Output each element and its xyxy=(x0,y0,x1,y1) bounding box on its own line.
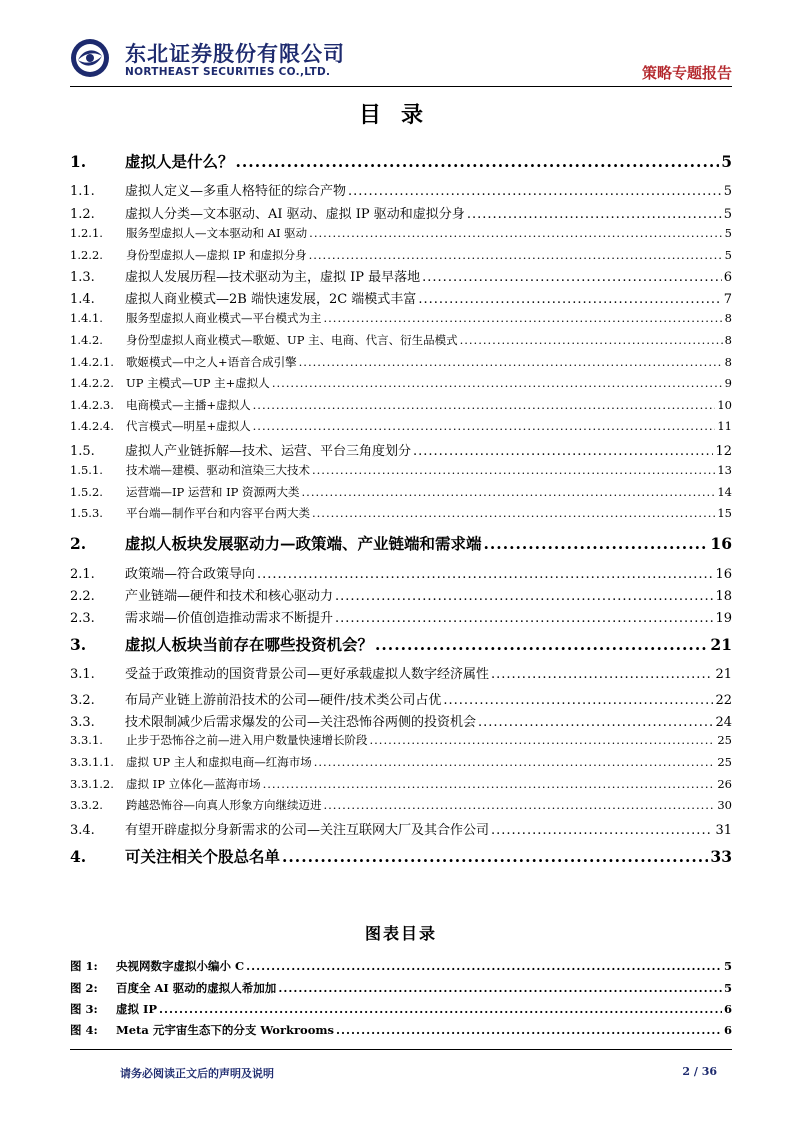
toc-entry[interactable] xyxy=(70,247,732,263)
toc-entry-title: 虚拟人板块当前存在哪些投资机会？ xyxy=(125,635,374,654)
toc-entry-page: 24 xyxy=(715,715,732,730)
header-divider xyxy=(70,86,732,87)
toc-leader-dots xyxy=(467,207,722,222)
page-title: 目录 xyxy=(358,102,443,128)
toc-entry-number: 1.1. xyxy=(70,184,95,199)
toc-leader-dots xyxy=(312,506,715,520)
toc-entry[interactable] xyxy=(70,462,732,478)
toc-entry[interactable] xyxy=(70,440,732,459)
toc-entry[interactable] xyxy=(70,354,732,370)
toc-entry[interactable] xyxy=(70,585,732,604)
figure-entry-title: 百度全 AI 驱动的虚拟人希加加 xyxy=(116,981,277,995)
toc-leader-dots xyxy=(491,823,713,838)
toc-entry-number: 3.2. xyxy=(70,693,95,708)
figure-entry[interactable] xyxy=(70,1001,732,1017)
toc-entry-page: 8 xyxy=(724,333,732,347)
toc-entry-number: 1.2. xyxy=(70,207,95,222)
toc-entry[interactable] xyxy=(70,266,732,285)
footer-divider xyxy=(70,1049,732,1050)
toc-entry-number: 1.5.3. xyxy=(70,506,103,520)
toc-entry-number: 3.3.1. xyxy=(70,733,103,747)
toc-leader-dots xyxy=(309,226,723,240)
toc-entry-page: 18 xyxy=(715,589,732,604)
company-name-en: NORTHEAST SECURITIES CO.,LTD. xyxy=(125,66,331,78)
toc-entry-page: 11 xyxy=(717,419,732,433)
toc-entry-number: 1.5. xyxy=(70,444,95,459)
toc-entry[interactable] xyxy=(70,310,732,326)
toc-entry-page: 5 xyxy=(723,207,732,222)
toc-entry-page: 33 xyxy=(710,847,732,866)
toc-leader-dots xyxy=(491,667,713,682)
toc-entry[interactable] xyxy=(70,180,732,199)
toc-entry-page: 5 xyxy=(721,152,732,171)
toc-entry-page: 26 xyxy=(717,777,732,791)
toc-entry-page: 22 xyxy=(715,693,732,708)
toc-entry-page: 21 xyxy=(710,635,732,654)
figure-entry-title: 虚拟 IP xyxy=(116,1002,158,1016)
toc-entry-title: 身份型虚拟人商业模式—歌姬、UP 主、电商、代言、衍生品模式 xyxy=(126,333,458,347)
toc-entry[interactable] xyxy=(70,633,732,655)
toc-leader-dots xyxy=(263,777,716,791)
toc-leader-dots xyxy=(478,715,713,730)
toc-entry-number: 3.1. xyxy=(70,667,95,682)
toc-entry-number: 4. xyxy=(70,847,87,866)
toc-entry-title: 电商模式—主播+虚拟人 xyxy=(126,398,251,412)
toc-entry[interactable] xyxy=(70,375,732,391)
toc-entry-page: 16 xyxy=(715,567,732,582)
toc-entry-number: 2.1. xyxy=(70,567,95,582)
footer-note: 请务必阅读正文后的声明及说明 xyxy=(120,1067,274,1080)
toc-entry[interactable] xyxy=(70,397,732,413)
toc-entry[interactable] xyxy=(70,819,732,838)
toc-entry-number: 3.3.2. xyxy=(70,798,103,812)
toc-entry-title: 虚拟人商业模式—2B 端快速发展，2C 端模式丰富 xyxy=(125,292,417,307)
toc-leader-dots xyxy=(272,376,723,390)
toc-entry-page: 8 xyxy=(724,311,732,325)
toc-entry[interactable] xyxy=(70,203,732,222)
toc-entry[interactable] xyxy=(70,418,732,434)
figure-entry-page: 6 xyxy=(723,1002,732,1016)
toc-entry-title: 歌姬模式—中之人+语音合成引擎 xyxy=(126,355,297,369)
figure-leader-dots xyxy=(278,981,722,995)
toc-leader-dots xyxy=(443,693,713,708)
toc-entry-page: 9 xyxy=(724,376,732,390)
toc-leader-dots xyxy=(422,270,722,285)
toc-entry-page: 31 xyxy=(715,823,732,838)
toc-leader-dots xyxy=(309,248,723,262)
company-name-cn: 东北证券股份有限公司 xyxy=(125,42,345,66)
toc-entry-page: 25 xyxy=(717,755,732,769)
figure-entry-number: 图 4: xyxy=(70,1023,98,1037)
toc-entry[interactable] xyxy=(70,845,732,867)
figure-entry-page: 5 xyxy=(723,981,732,995)
figure-entry-page: 5 xyxy=(723,959,732,973)
figure-entry-number: 图 1: xyxy=(70,959,98,973)
toc-entry-title: 跨越恐怖谷—向真人形象方向继续迈进 xyxy=(126,798,322,812)
toc-entry-page: 15 xyxy=(717,506,732,520)
toc-entry-number: 1.4.2.1. xyxy=(70,355,114,369)
toc-entry-title: 身份型虚拟人—虚拟 IP 和虚拟分身 xyxy=(126,248,307,262)
toc-entry-title: 服务型虚拟人—文本驱动和 AI 驱动 xyxy=(126,226,308,240)
toc-entry-number: 3.3.1.1. xyxy=(70,755,114,769)
toc-entry[interactable] xyxy=(70,484,732,500)
toc-entry[interactable] xyxy=(70,332,732,348)
toc-entry[interactable] xyxy=(70,532,732,554)
toc-entry-page: 5 xyxy=(724,248,732,262)
toc-leader-dots xyxy=(302,485,716,499)
page-header xyxy=(0,0,802,95)
figure-entry-title: Meta 元宇宙生态下的分支 Workrooms xyxy=(116,1023,335,1037)
toc-leader-dots xyxy=(348,184,722,199)
toc-entry-title: 受益于政策推动的国资背景公司—更好承载虚拟人数字经济属性 xyxy=(125,667,490,682)
toc-entry[interactable] xyxy=(70,732,732,748)
toc-entry-page: 16 xyxy=(710,534,732,553)
toc-entry[interactable] xyxy=(70,797,732,813)
report-type: 策略专题报告 xyxy=(641,64,732,82)
toc-entry-number: 1. xyxy=(70,152,87,171)
toc-entry-title: 政策端—符合政策导向 xyxy=(125,567,256,582)
toc-entry-title: 平台端—制作平台和内容平台两大类 xyxy=(126,506,310,520)
toc-entry-title: 可关注相关个股总名单 xyxy=(125,847,281,866)
toc-leader-dots xyxy=(324,311,723,325)
figure-entry-number: 图 2: xyxy=(70,981,98,995)
toc-entry-title: 虚拟人定义—多重人格特征的综合产物 xyxy=(125,184,347,199)
toc-entry-title: 运营端—IP 运营和 IP 资源两大类 xyxy=(126,485,300,499)
toc-leader-dots xyxy=(253,419,716,433)
toc-entry-number: 1.2.1. xyxy=(70,226,103,240)
toc-leader-dots xyxy=(299,355,723,369)
toc-entry-title: 虚拟 IP 立体化—蓝海市场 xyxy=(126,777,261,791)
toc-leader-dots xyxy=(282,847,708,866)
toc-entry-number: 1.4.2. xyxy=(70,333,103,347)
toc-leader-dots xyxy=(484,534,709,553)
toc-leader-dots xyxy=(324,798,716,812)
toc-entry[interactable] xyxy=(70,505,732,521)
toc-entry-number: 1.4.1. xyxy=(70,311,103,325)
toc-entry-title: 虚拟人板块发展驱动力—政策端、产业链端和需求端 xyxy=(125,534,482,553)
toc-entry[interactable] xyxy=(70,754,732,770)
figure-entry-page: 6 xyxy=(723,1023,732,1037)
toc-entry[interactable] xyxy=(70,563,732,582)
toc-leader-dots xyxy=(257,567,713,582)
figure-entry[interactable] xyxy=(70,1022,732,1038)
figure-entry[interactable] xyxy=(70,958,732,974)
toc-entry[interactable] xyxy=(70,663,732,682)
toc-entry-page: 19 xyxy=(715,611,732,626)
toc-entry-page: 5 xyxy=(724,226,732,240)
toc-entry-number: 2.3. xyxy=(70,611,95,626)
toc-leader-dots xyxy=(312,463,715,477)
toc-entry-title: 技术端—建模、驱动和渲染三大技术 xyxy=(126,463,310,477)
toc-entry-number: 1.4. xyxy=(70,292,95,307)
toc-entry-title: 虚拟人是什么？ xyxy=(125,152,234,171)
toc-entry-page: 10 xyxy=(717,398,732,412)
toc-entry-number: 1.4.2.2. xyxy=(70,376,114,390)
toc-entry-number: 2.2. xyxy=(70,589,95,604)
toc-entry-number: 1.4.2.4. xyxy=(70,419,114,433)
toc-entry-page: 21 xyxy=(715,667,732,682)
toc-entry-title: 虚拟人发展历程—技术驱动为主，虚拟 IP 最早落地 xyxy=(125,270,421,285)
figure-entry-title: 央视网数字虚拟小编小 C xyxy=(116,959,245,973)
toc-entry-title: 虚拟 UP 主人和虚拟电商—红海市场 xyxy=(126,755,312,769)
toc-leader-dots xyxy=(460,333,723,347)
toc-entry[interactable] xyxy=(70,288,732,307)
toc-leader-dots xyxy=(335,611,713,626)
toc-entry[interactable] xyxy=(70,776,732,792)
toc-entry-title: 产业链端—硬件和技术和核心驱动力 xyxy=(125,589,334,604)
toc-entry-number: 3.4. xyxy=(70,823,95,838)
toc-leader-dots xyxy=(253,398,716,412)
toc-entry-page: 13 xyxy=(717,463,732,477)
toc-entry-number: 1.3. xyxy=(70,270,95,285)
toc-entry[interactable] xyxy=(70,711,732,730)
toc-entry-title: 技术限制减少后需求爆发的公司—关注恐怖谷两侧的投资机会 xyxy=(125,715,477,730)
toc-entry-page: 7 xyxy=(723,292,732,307)
toc-leader-dots xyxy=(370,733,716,747)
toc-leader-dots xyxy=(314,755,716,769)
toc-entry-page: 5 xyxy=(723,184,732,199)
toc-entry-number: 3.3.1.2. xyxy=(70,777,114,791)
toc-leader-dots xyxy=(413,444,713,459)
toc-entry-title: 虚拟人产业链拆解—技术、运营、平台三角度划分 xyxy=(125,444,412,459)
toc-entry-title: 虚拟人分类—文本驱动、AI 驱动、虚拟 IP 驱动和虚拟分身 xyxy=(125,207,465,222)
toc-entry-title: UP 主模式—UP 主+虚拟人 xyxy=(126,376,270,390)
toc-leader-dots xyxy=(236,152,720,171)
toc-entry-number: 3. xyxy=(70,635,87,654)
toc-entry-number: 1.4.2.3. xyxy=(70,398,114,412)
figure-leader-dots xyxy=(336,1023,722,1037)
toc-entry[interactable] xyxy=(70,607,732,626)
toc-leader-dots xyxy=(418,292,721,307)
toc-entry-title: 布局产业链上游前沿技术的公司—硬件/技术类公司占优 xyxy=(125,693,442,708)
toc-entry-number: 2. xyxy=(70,534,87,553)
figure-leader-dots xyxy=(246,959,722,973)
toc-entry-page: 30 xyxy=(717,798,732,812)
footer-page-number: 2 / 36 xyxy=(682,1065,717,1078)
figure-entry[interactable] xyxy=(70,980,732,996)
toc-leader-dots xyxy=(335,589,713,604)
figure-leader-dots xyxy=(159,1002,722,1016)
toc-entry[interactable] xyxy=(70,689,732,708)
toc-entry-title: 需求端—价值创造推动需求不断提升 xyxy=(125,611,334,626)
toc-entry-title: 有望开辟虚拟分身新需求的公司—关注互联网大厂及其合作公司 xyxy=(125,823,490,838)
figure-entry-number: 图 3: xyxy=(70,1002,98,1016)
toc-entry-number: 1.2.2. xyxy=(70,248,103,262)
figures-title: 图表目录 xyxy=(364,924,437,943)
toc-entry-title: 代言模式—明星+虚拟人 xyxy=(126,419,251,433)
toc-entry-page: 25 xyxy=(717,733,732,747)
toc-entry-title: 止步于恐怖谷之前—进入用户数量快速增长阶段 xyxy=(126,733,368,747)
toc-entry-page: 6 xyxy=(723,270,732,285)
toc-entry-page: 12 xyxy=(715,444,732,459)
toc-entry-number: 1.5.2. xyxy=(70,485,103,499)
toc-entry[interactable] xyxy=(70,225,732,241)
toc-leader-dots xyxy=(375,635,708,654)
toc-entry-page: 8 xyxy=(724,355,732,369)
toc-entry[interactable] xyxy=(70,150,732,172)
toc-entry-number: 3.3. xyxy=(70,715,95,730)
company-logo-icon xyxy=(70,38,110,78)
toc-entry-number: 1.5.1. xyxy=(70,463,103,477)
toc-entry-title: 服务型虚拟人商业模式—平台模式为主 xyxy=(126,311,322,325)
toc-entry-page: 14 xyxy=(717,485,732,499)
